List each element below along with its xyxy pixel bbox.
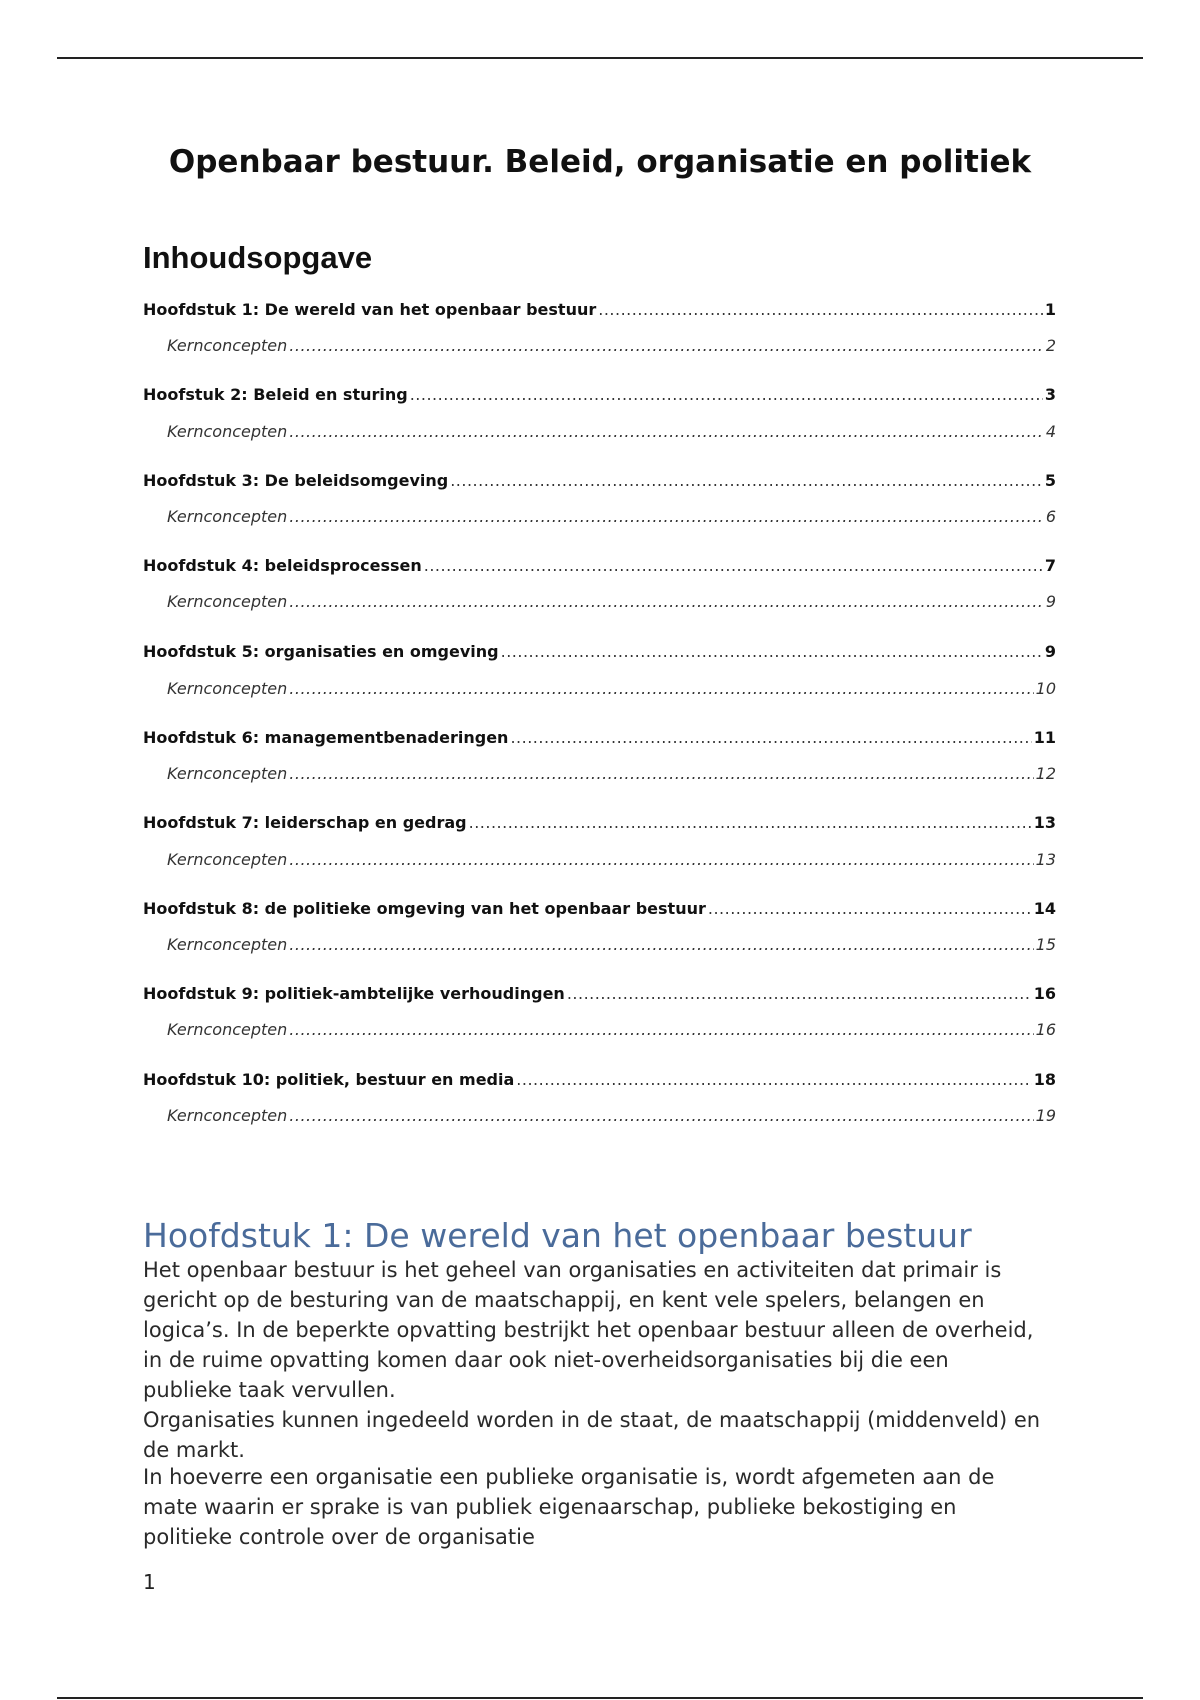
toc-leader: [289, 336, 1044, 355]
toc-subentry-page: 12: [1035, 764, 1056, 783]
toc-subentry-kernconcepten-9[interactable]: [167, 1020, 1056, 1039]
toc-subentry-page: 19: [1035, 1106, 1056, 1125]
toc-entry-chapter-9[interactable]: [143, 984, 1056, 1003]
toc-subentry-page: 13: [1035, 850, 1056, 869]
toc-entry-page: 16: [1033, 984, 1056, 1003]
bottom-rule: [57, 1697, 1143, 1699]
toc-subentry-kernconcepten-4[interactable]: [167, 592, 1056, 611]
toc-subentry-page: 4: [1045, 422, 1056, 441]
toc-leader: [289, 422, 1044, 441]
toc-entry-page: 13: [1033, 813, 1056, 832]
toc-entry-chapter-4[interactable]: [143, 556, 1056, 575]
toc-leader: [516, 1070, 1031, 1089]
toc-subentry-page: 6: [1045, 507, 1056, 526]
toc-entry-label: Hoofdstuk 1: De wereld van het openbaar bestuur: [143, 300, 597, 319]
toc-subentry-kernconcepten-7[interactable]: [167, 850, 1056, 869]
toc-entry-label: Hoofdstuk 7: leiderschap en gedrag: [143, 813, 467, 832]
body-paragraph-1: [143, 1255, 1043, 1465]
toc-entry-page: 11: [1033, 728, 1056, 747]
paragraph-text: Organisaties kunnen ingedeeld worden in de staat, de maatschappij (middenveld) en de markt.: [143, 1408, 1041, 1462]
toc-subentry-kernconcepten-3[interactable]: [167, 507, 1056, 526]
toc-entry-chapter-6[interactable]: [143, 728, 1056, 747]
toc-entry-label: Hoofdstuk 3: De beleidsomgeving: [143, 471, 449, 490]
toc-leader: [567, 984, 1032, 1003]
top-rule: [57, 57, 1143, 59]
toc-subentry-page: 2: [1045, 336, 1056, 355]
toc-heading: Inhoudsopgave: [143, 240, 373, 275]
toc-subentry-label: Kernconcepten: [167, 935, 288, 954]
chapter-heading: Hoofdstuk 1: De wereld van het openbaar bestuur: [143, 1216, 972, 1255]
toc-entry-label: Hoofdstuk 4: beleidsprocessen: [143, 556, 422, 575]
toc-leader: [289, 507, 1044, 526]
toc-subentry-label: Kernconcepten: [167, 850, 288, 869]
toc-entry-page: 1: [1044, 300, 1056, 319]
toc-entry-page: 7: [1044, 556, 1056, 575]
toc-subentry-label: Kernconcepten: [167, 1106, 288, 1125]
toc-leader: [289, 1020, 1033, 1039]
toc-leader: [510, 728, 1031, 747]
toc-leader: [289, 764, 1033, 783]
toc-entry-label: Hoofstuk 2: Beleid en sturing: [143, 385, 408, 404]
toc-subentry-kernconcepten-2[interactable]: [167, 422, 1056, 441]
toc-entry-page: 9: [1044, 642, 1056, 661]
toc-leader: [424, 556, 1043, 575]
document-title: Openbaar bestuur. Beleid, organisatie en politiek: [168, 144, 1032, 180]
toc-leader: [501, 642, 1043, 661]
toc-leader: [289, 935, 1033, 954]
toc-entry-label: Hoofdstuk 9: politiek-ambtelijke verhoudingen: [143, 984, 565, 1003]
toc-leader: [410, 385, 1043, 404]
toc-entry-chapter-10[interactable]: [143, 1070, 1056, 1089]
toc-subentry-kernconcepten-1[interactable]: [167, 336, 1056, 355]
body-paragraph-2: In hoeverre een organisatie een publieke organisatie is, wordt afgemeten aan de mate waarin er sprake is van publiek eigenaarschap, publieke bekostiging en politieke controle over de organisatie: [143, 1465, 995, 1549]
page-number: 1: [143, 1570, 156, 1594]
paragraph-text: Het openbaar bestuur is het geheel van organisaties en activiteiten dat primair is gericht op de besturing van de maatschappij, en kent vele spelers, belangen en logica’s. In de beperkte opvatting bestrijkt het openbaar bestuur alleen de overheid, in de ruime opvatting komen daar ook niet-overheidsorganisaties bij die een publieke taak vervullen.: [143, 1258, 1034, 1402]
toc-subentry-kernconcepten-8[interactable]: [167, 935, 1056, 954]
toc-leader: [598, 300, 1043, 319]
toc-entry-chapter-5[interactable]: [143, 642, 1056, 661]
toc-entry-chapter-7[interactable]: [143, 813, 1056, 832]
toc-subentry-label: Kernconcepten: [167, 336, 288, 355]
toc-subentry-page: 9: [1045, 592, 1056, 611]
toc-entry-page: 18: [1033, 1070, 1056, 1089]
toc-subentry-kernconcepten-6[interactable]: [167, 764, 1056, 783]
toc-subentry-page: 10: [1035, 679, 1056, 698]
toc-subentry-page: 15: [1035, 935, 1056, 954]
toc-leader: [450, 471, 1043, 490]
toc-subentry-label: Kernconcepten: [167, 764, 288, 783]
toc-entry-page: 3: [1044, 385, 1056, 404]
toc-entry-label: Hoofdstuk 5: organisaties en omgeving: [143, 642, 499, 661]
toc-entry-label: Hoofdstuk 10: politiek, bestuur en media: [143, 1070, 515, 1089]
toc-subentry-label: Kernconcepten: [167, 1020, 288, 1039]
toc-entry-label: Hoofdstuk 6: managementbenaderingen: [143, 728, 509, 747]
toc-subentry-kernconcepten-10[interactable]: [167, 1106, 1056, 1125]
toc-entry-page: 5: [1044, 471, 1056, 490]
toc-leader: [708, 899, 1032, 918]
toc-entry-label: Hoofdstuk 8: de politieke omgeving van het openbaar bestuur: [143, 899, 706, 918]
toc-entry-chapter-3[interactable]: [143, 471, 1056, 490]
toc-entry-chapter-1[interactable]: [143, 300, 1056, 319]
toc-subentry-label: Kernconcepten: [167, 422, 288, 441]
toc-leader: [289, 850, 1033, 869]
toc-leader: [289, 1106, 1033, 1125]
toc-entry-chapter-2[interactable]: [143, 385, 1056, 404]
toc-leader: [289, 592, 1044, 611]
toc-subentry-label: Kernconcepten: [167, 507, 288, 526]
toc-entry-chapter-8[interactable]: [143, 899, 1056, 918]
toc-leader: [469, 813, 1032, 832]
toc-subentry-label: Kernconcepten: [167, 679, 288, 698]
toc-subentry-page: 16: [1035, 1020, 1056, 1039]
toc-entry-page: 14: [1033, 899, 1056, 918]
toc-leader: [289, 679, 1033, 698]
toc-subentry-kernconcepten-5[interactable]: [167, 679, 1056, 698]
toc-subentry-label: Kernconcepten: [167, 592, 288, 611]
